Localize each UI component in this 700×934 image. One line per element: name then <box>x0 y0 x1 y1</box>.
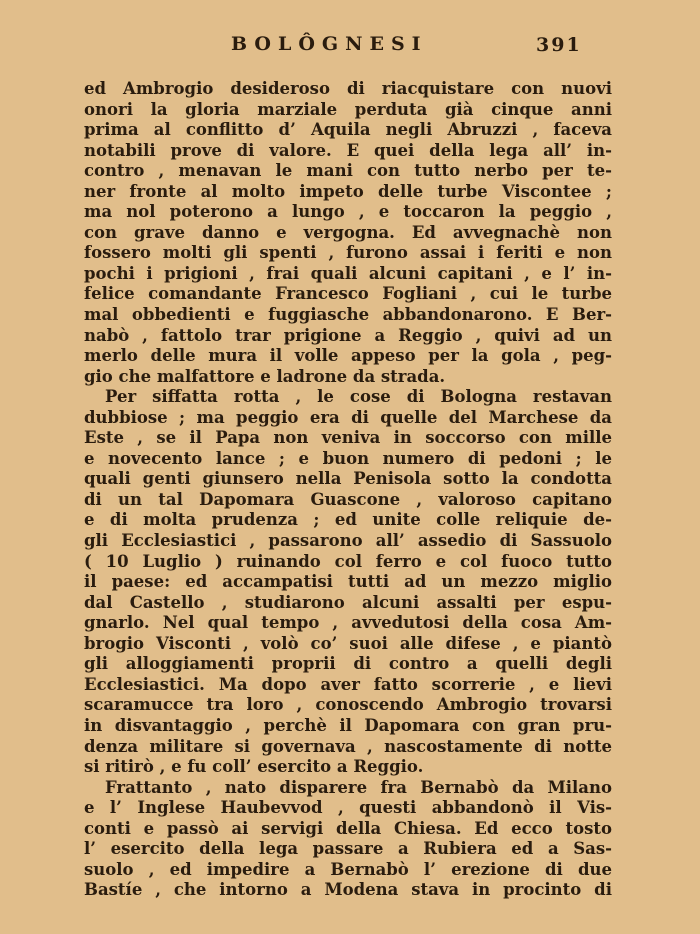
text-line: onori la gloria marziale perduta già cinque anni <box>84 99 612 119</box>
text-line: notabili prove di valore. E quei della lega all’ in- <box>84 140 612 160</box>
text-line: felice comandante Francesco Fogliani , cui le turbe <box>84 284 612 304</box>
text-line: mal obbedienti e fuggiasche abbandonarono. E Ber- <box>84 305 612 325</box>
text-line: Ecclesiastici. Ma dopo aver fatto scorrerie , e lievi <box>84 674 612 694</box>
text-line: suolo , ed impedire a Bernabò l’ erezione di due <box>84 859 612 879</box>
text-line: in disvantaggio , perchè il Dapomara con gran pru- <box>84 715 612 735</box>
text-block <box>84 79 612 901</box>
text-line: ( 10 Luglio ) ruinando col ferro e col fuoco tutto <box>84 551 612 571</box>
text-line: denza militare si governava , nascostamente di notte <box>84 736 612 756</box>
text-line: di un tal Dapomara Guascone , valoroso capitano <box>84 489 612 509</box>
page-number: 391 <box>536 34 582 56</box>
text-line: gli alloggiamenti proprii di contro a quelli degli <box>84 654 612 674</box>
text-line: brogio Visconti , volò co’ suoi alle difese , e piantò <box>84 633 612 653</box>
text-line: conti e passò ai servigi della Chiesa. Ed ecco tosto <box>84 818 612 838</box>
text-line: merlo delle mura il volle appeso per la gola , peg- <box>84 346 612 366</box>
page-header <box>0 33 700 59</box>
text-line: contro , menavan le mani con tutto nerbo per te- <box>84 161 612 181</box>
text-line: gnarlo. Nel qual tempo , avvedutosi della cosa Am- <box>84 613 612 633</box>
text-line: dal Castello , studiarono alcuni assalti per espu- <box>84 592 612 612</box>
text-line: fossero molti gli spenti , furono assai i feriti e non <box>84 243 612 263</box>
text-line: e l’ Inglese Haubevvod , questi abbandonò il Vis- <box>84 798 612 818</box>
text-line: ed Ambrogio desideroso di riacquistare con nuovi <box>84 79 612 98</box>
text-line: l’ esercito della lega passare a Rubiera ed a Sas- <box>84 839 612 859</box>
text-line: si ritirò , e fu coll’ esercito a Reggio. <box>84 757 424 777</box>
text-line: quali genti giunsero nella Penisola sotto la condotta <box>84 469 612 489</box>
text-line: con grave danno e vergogna. Ed avvegnachè non <box>84 222 612 242</box>
running-title: BOLÔGNESI <box>231 33 428 55</box>
text-line: il paese: ed accampatisi tutti ad un mezzo miglio <box>84 572 612 592</box>
text-line: ner fronte al molto impeto delle turbe Viscontee ; <box>84 181 612 201</box>
text-line: Per siffatta rotta , le cose di Bologna restavan <box>105 387 612 407</box>
text-line: gio che malfattore e ladrone da strada. <box>84 366 446 386</box>
text-line: dubbiose ; ma peggio era di quelle del Marchese da <box>84 407 612 427</box>
text-line: pochi i prigioni , frai quali alcuni capitani , e l’ in- <box>84 263 612 283</box>
text-line: Frattanto , nato disparere fra Bernabò da Milano <box>105 777 612 797</box>
text-line: e di molta prudenza ; ed unite colle reliquie de- <box>84 510 612 530</box>
text-line: scaramucce tra loro , conoscendo Ambrogio trovarsi <box>84 695 612 715</box>
text-line: nabò , fattolo trar prigione a Reggio , quivi ad un <box>84 325 612 345</box>
text-line: Este , se il Papa non veniva in soccorso con mille <box>84 428 612 448</box>
text-line: gli Ecclesiastici , passarono all’ assedio di Sassuolo <box>84 531 612 551</box>
text-line: e novecento lance ; e buon numero di pedoni ; le <box>84 448 612 468</box>
text-line: Bastíe , che intorno a Modena stava in procinto di <box>84 880 612 900</box>
text-line: prima al conflitto d’ Aquila negli Abruzzi , faceva <box>84 120 612 140</box>
text-line: ma nol poterono a lungo , e toccaron la peggio , <box>84 202 612 222</box>
